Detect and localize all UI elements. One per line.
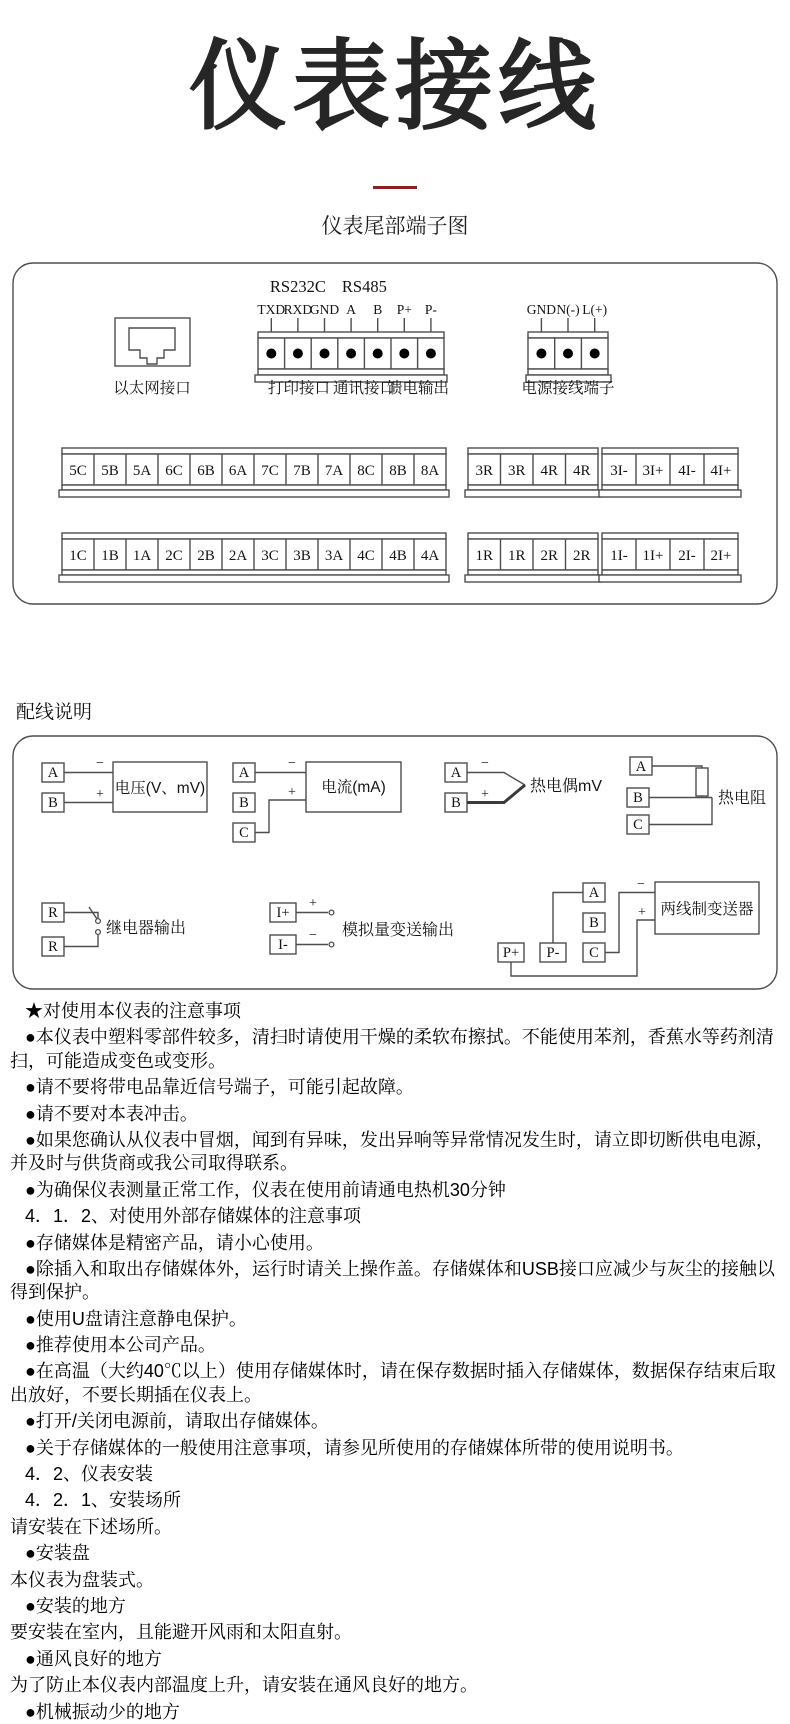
note-line: ●本仪表中塑料零部件较多，清扫时请使用干燥的柔软布擦拭。不能使用苯剂，香蕉水等药剂清扫，可能造成变色或变形。	[10, 1027, 774, 1071]
minus-sign: −	[96, 756, 104, 771]
terminal-cell: 6C	[165, 463, 183, 479]
transmitter-label: 两线制变送器	[660, 901, 754, 918]
terminal-i-plus: I+	[276, 905, 290, 921]
note-line: ●通风良好的地方	[25, 1648, 162, 1669]
terminal-cell: 3I+	[642, 463, 664, 479]
terminal-strip-row2-relay	[465, 533, 601, 582]
terminal-diagram-subtitle: 仪表尾部端子图	[321, 215, 469, 238]
note-line: ●如果您确认从仪表中冒烟，闻到有异味，发出异响等异常情况发生时，请立即切断供电电源，并及时与供货商或我公司取得联系。	[10, 1129, 774, 1174]
terminal-a: A	[588, 885, 600, 901]
note-line: ●请不要对本表冲击。	[25, 1103, 198, 1124]
note-line: 4．2．1、安装场所	[25, 1490, 182, 1511]
terminal-cell: 2C	[165, 548, 183, 564]
terminal-cell: 5C	[69, 463, 87, 479]
rs485-label: RS485	[341, 277, 387, 296]
pin-label: P+	[396, 302, 412, 317]
terminal-diagram	[12, 262, 778, 605]
terminal-cell: 5A	[132, 463, 152, 479]
terminal-c: C	[239, 825, 249, 841]
note-line: ●推荐使用本公司产品。	[25, 1335, 216, 1356]
terminal-cell: 1R	[508, 548, 526, 564]
thermocouple-label: 热电偶mV	[530, 778, 603, 795]
pin-label: L(+)	[582, 302, 608, 317]
terminal-b: B	[239, 795, 249, 811]
terminal-cell: 3C	[261, 548, 279, 564]
rtd-label: 热电阻	[718, 790, 767, 807]
terminal-cell: 3R	[475, 463, 494, 479]
pin-label: TXD	[257, 302, 286, 317]
terminal-c: C	[633, 817, 643, 833]
terminal-cell: 4A	[420, 548, 440, 564]
terminal-cell: 4R	[573, 463, 591, 479]
terminal-strip-row2-main	[59, 533, 449, 582]
terminal-cell: 1R	[475, 548, 494, 564]
note-line: ●在高温（大约40℃以上）使用存储媒体时，请在保存数据时插入存储媒体，数据保存结束后取出放好，不要长期插在仪表上。	[10, 1361, 776, 1405]
terminal-cell: 8A	[420, 463, 440, 479]
terminal-cell: 1B	[101, 548, 119, 564]
feed-output-label: 馈电输出	[386, 380, 450, 397]
terminal-cell: 2A	[228, 548, 248, 564]
terminal-cell: 6B	[197, 463, 215, 479]
comm-port-label: 通讯接口	[332, 380, 396, 397]
terminal-cell: 1I-	[610, 548, 628, 564]
note-line: 本仪表为盘装式。	[10, 1569, 154, 1590]
terminal-cell: 3R	[508, 463, 526, 479]
terminal-strip-row1-relay	[465, 448, 601, 497]
ethernet-port-icon	[115, 318, 190, 366]
pin-label: GND	[526, 302, 557, 317]
terminal-cell: 8B	[389, 463, 407, 479]
terminal-b: B	[451, 795, 461, 811]
minus-sign: −	[637, 877, 645, 892]
note-line: 4．1．2、对使用外部存储媒体的注意事项	[25, 1206, 362, 1227]
terminal-p-minus: P-	[546, 945, 560, 961]
note-line: ●使用U盘请注意静电保护。	[25, 1308, 247, 1329]
terminal-p-plus: P+	[502, 945, 520, 961]
plus-sign: +	[309, 896, 317, 911]
analog-output-label: 模拟量变送输出	[342, 922, 455, 939]
note-line: ●机械振动少的地方	[25, 1701, 180, 1722]
power-terminal-block	[526, 302, 611, 382]
terminal-strip-row2-current	[599, 533, 741, 582]
terminal-cell: 1A	[132, 548, 152, 564]
note-line: ●请不要将带电品靠近信号端子，可能引起故障。	[25, 1077, 414, 1098]
terminal-a: A	[238, 765, 250, 781]
plus-sign: +	[288, 785, 296, 800]
terminal-cell: 4B	[389, 548, 407, 564]
note-line: ●安装的地方	[25, 1595, 126, 1616]
print-port-label: 打印接口	[267, 380, 331, 397]
terminal-cell: 4C	[357, 548, 375, 564]
terminal-strip-row1-current	[599, 448, 741, 497]
ethernet-label: 以太网接口	[113, 380, 191, 397]
terminal-strip-row1-main	[59, 448, 449, 497]
terminal-cell: 3B	[293, 548, 311, 564]
terminal-i-minus: I-	[278, 937, 288, 953]
note-line: ●存储媒体是精密产品，请小心使用。	[25, 1232, 324, 1253]
page-title: 仪表接线	[188, 31, 601, 141]
note-line: ★对使用本仪表的注意事项	[25, 1001, 241, 1021]
terminal-cell: 4R	[540, 463, 559, 479]
pin-label: N(-)	[556, 302, 580, 317]
relay-output-label: 继电器输出	[106, 920, 187, 937]
note-line: ●打开/关闭电源前，请取出存储媒体。	[25, 1411, 329, 1432]
plus-sign: +	[481, 787, 489, 802]
minus-sign: −	[288, 756, 296, 771]
note-line: ●除插入和取出存储媒体外，运行时请关上操作盖。存储媒体和USB接口应减少与灰尘的接触以得到保护。	[10, 1258, 775, 1303]
pin-label: P-	[424, 302, 437, 317]
terminal-cell: 1I+	[642, 548, 664, 564]
note-line: ●安装盘	[25, 1543, 90, 1564]
terminal-cell: 4I+	[710, 463, 732, 479]
terminal-c: C	[589, 945, 599, 961]
terminal-b: B	[589, 915, 599, 931]
terminal-cell: 7C	[261, 463, 279, 479]
terminal-b: B	[48, 795, 58, 811]
pin-label: B	[373, 302, 383, 317]
wiring-section-title: 配线说明	[16, 702, 93, 723]
terminal-cell: 2B	[197, 548, 215, 564]
terminal-cell: 8C	[357, 463, 375, 479]
terminal-b: B	[633, 790, 643, 806]
wiring-diagram	[12, 735, 778, 990]
note-line: ●关于存储媒体的一般使用注意事项，请参见所使用的存储媒体所带的使用说明书。	[25, 1437, 684, 1458]
terminal-cell: 5B	[101, 463, 119, 479]
resistor-symbol	[696, 768, 708, 796]
plus-sign: +	[638, 905, 646, 920]
terminal-cell: 3I-	[610, 463, 628, 479]
power-terminal-label: 电源接线端子	[521, 380, 615, 397]
terminal-cell: 2I+	[710, 548, 732, 564]
terminal-a: A	[47, 765, 59, 781]
note-line: ●为确保仪表测量正常工作，仪表在使用前请通电热机30分钟	[25, 1179, 506, 1200]
title-accent-divider	[373, 186, 417, 189]
terminal-cell: 7A	[324, 463, 344, 479]
terminal-cell: 1C	[69, 548, 87, 564]
pin-label: GND	[309, 302, 340, 317]
pin-label: A	[346, 302, 356, 317]
terminal-cell: 2R	[573, 548, 591, 564]
terminal-a: A	[635, 759, 647, 775]
terminal-r: R	[48, 905, 58, 921]
terminal-a: A	[450, 765, 462, 781]
terminal-cell: 6A	[228, 463, 248, 479]
terminal-cell: 7B	[293, 463, 311, 479]
terminal-cell: 2R	[540, 548, 559, 564]
note-line: 要安装在室内，且能避开风雨和太阳直射。	[10, 1622, 352, 1643]
plus-sign: +	[96, 787, 104, 802]
note-line: 为了防止本仪表内部温度上升，请安装在通风良好的地方。	[10, 1675, 478, 1696]
terminal-cell: 3A	[324, 548, 344, 564]
terminal-cell: 4I-	[678, 463, 696, 479]
note-line: 请安装在下述场所。	[10, 1516, 172, 1537]
terminal-r: R	[48, 939, 58, 955]
minus-sign: −	[309, 928, 317, 943]
voltage-label: 电压(V、mV)	[114, 780, 206, 797]
minus-sign: −	[481, 756, 489, 771]
rs232c-label: RS232C	[269, 277, 326, 296]
notes-list	[10, 1000, 780, 1724]
terminal-cell: 2I-	[678, 548, 696, 564]
note-line: 4．2、仪表安装	[25, 1464, 154, 1485]
pin-label: RXD	[283, 302, 313, 317]
current-label: 电流(mA)	[321, 779, 386, 796]
